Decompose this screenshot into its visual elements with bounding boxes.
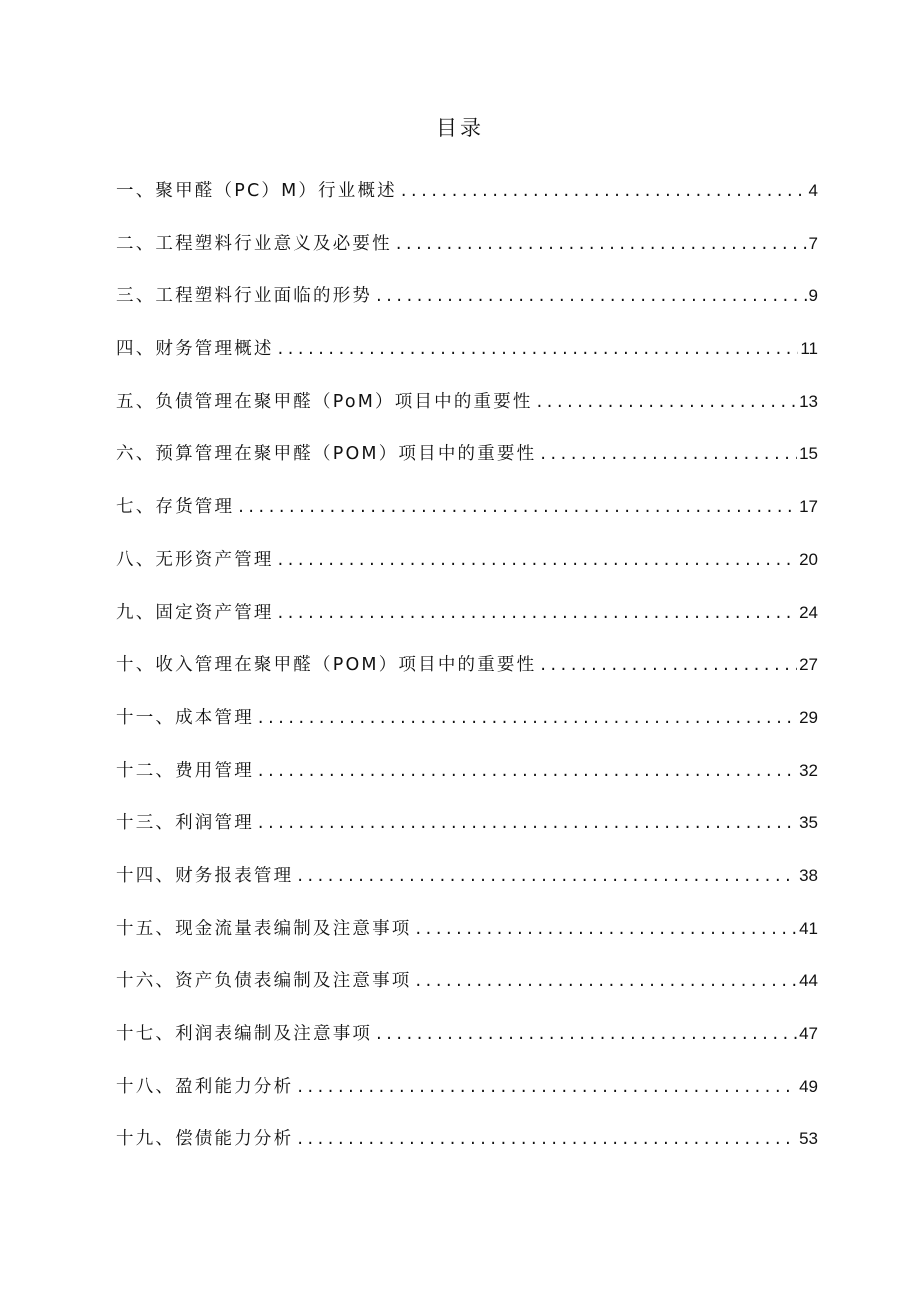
- toc-dot-leader: [238, 492, 797, 522]
- toc-entry-page: 49: [799, 1076, 818, 1096]
- toc-entry-page: 38: [799, 865, 818, 885]
- toc-entry[interactable]: [116, 598, 818, 651]
- toc-entry-label: 五、负债管理在聚甲醛（PoM）项目中的重要性: [116, 391, 533, 412]
- toc-list: [116, 176, 818, 1177]
- toc-entry[interactable]: [116, 334, 818, 387]
- toc-dot-leader: [396, 229, 807, 259]
- toc-entry[interactable]: [116, 229, 818, 282]
- toc-dot-leader: [278, 545, 797, 575]
- toc-entry-label: 九、固定资产管理: [116, 602, 274, 623]
- toc-dot-leader: [297, 1072, 797, 1102]
- toc-entry-label: 十六、资产负债表编制及注意事项: [116, 971, 412, 992]
- toc-entry-page: 47: [799, 1024, 818, 1043]
- toc-entry[interactable]: [116, 650, 818, 703]
- toc-dot-leader: [376, 281, 806, 311]
- toc-dot-leader: [540, 439, 797, 469]
- toc-entry-page: 15: [799, 444, 818, 464]
- toc-entry-label: 十七、利润表编制及注意事项: [116, 1024, 373, 1044]
- toc-entry-label: 八、无形资产管理: [116, 549, 274, 570]
- toc-dot-leader: [376, 1019, 797, 1049]
- toc-entry-label: 二、工程塑料行业意义及必要性: [116, 233, 392, 254]
- toc-entry-label: 三、工程塑料行业面临的形势: [116, 286, 373, 307]
- toc-entry[interactable]: [116, 1019, 818, 1072]
- toc-entry-label: 十二、费用管理: [116, 760, 254, 781]
- toc-dot-leader: [537, 387, 797, 417]
- toc-entry-label: 十四、财务报表管理: [116, 865, 294, 886]
- toc-entry-page: 13: [799, 391, 818, 411]
- toc-entry-label: 十五、现金流量表编制及注意事项: [116, 918, 412, 939]
- toc-entry-page: 20: [799, 549, 818, 569]
- toc-dot-leader: [297, 1124, 797, 1154]
- toc-entry[interactable]: [116, 387, 818, 440]
- toc-entry[interactable]: [116, 492, 818, 545]
- toc-dot-leader: [258, 756, 797, 786]
- toc-entry-label: 四、财务管理概述: [116, 339, 274, 360]
- toc-entry-label: 十、收入管理在聚甲醛（POM）项目中的重要性: [116, 655, 537, 676]
- toc-dot-leader: [401, 176, 807, 206]
- toc-entry-page: 9: [808, 286, 818, 306]
- toc-entry-page: 24: [799, 602, 818, 622]
- toc-entry-label: 六、预算管理在聚甲醛（POM）项目中的重要性: [116, 444, 537, 465]
- toc-dot-leader: [297, 861, 797, 891]
- toc-entry-page: 17: [799, 497, 818, 517]
- toc-entry[interactable]: [116, 861, 818, 914]
- toc-entry[interactable]: [116, 703, 818, 756]
- toc-entry-page: 53: [799, 1129, 818, 1149]
- toc-entry-label: 十一、成本管理: [116, 707, 254, 728]
- toc-entry[interactable]: [116, 966, 818, 1019]
- toc-dot-leader: [278, 598, 797, 628]
- toc-dot-leader: [416, 966, 798, 996]
- toc-entry[interactable]: [116, 1072, 818, 1125]
- toc-entry-label: 一、聚甲醛（PC）M）行业概述: [116, 181, 397, 201]
- toc-entry-page: 4: [808, 181, 818, 200]
- toc-entry[interactable]: [116, 756, 818, 809]
- toc-dot-leader: [258, 808, 797, 838]
- toc-entry-label: 十九、偿债能力分析: [116, 1129, 294, 1150]
- toc-entry-page: 29: [799, 707, 818, 727]
- toc-entry-page: 35: [799, 813, 818, 833]
- toc-dot-leader: [540, 650, 797, 680]
- toc-entry-page: 44: [799, 971, 818, 991]
- toc-title: 目录: [436, 116, 484, 140]
- toc-dot-leader: [278, 334, 799, 364]
- toc-entry[interactable]: [116, 281, 818, 334]
- toc-entry-label: 十八、盈利能力分析: [116, 1076, 294, 1097]
- toc-entry[interactable]: [116, 1124, 818, 1177]
- toc-entry-page: 7: [808, 233, 818, 253]
- toc-entry[interactable]: [116, 439, 818, 492]
- toc-dot-leader: [258, 703, 797, 733]
- toc-entry-page: 27: [799, 655, 818, 675]
- toc-entry-page: 11: [800, 339, 818, 359]
- toc-entry-label: 七、存货管理: [116, 497, 235, 518]
- toc-entry-page: 32: [799, 760, 818, 780]
- toc-entry[interactable]: [116, 545, 818, 598]
- toc-entry-page: 41: [799, 918, 818, 938]
- toc-dot-leader: [416, 914, 798, 944]
- toc-entry[interactable]: [116, 914, 818, 967]
- toc-entry[interactable]: [116, 808, 818, 861]
- toc-entry-label: 十三、利润管理: [116, 813, 254, 834]
- toc-entry[interactable]: [116, 176, 818, 229]
